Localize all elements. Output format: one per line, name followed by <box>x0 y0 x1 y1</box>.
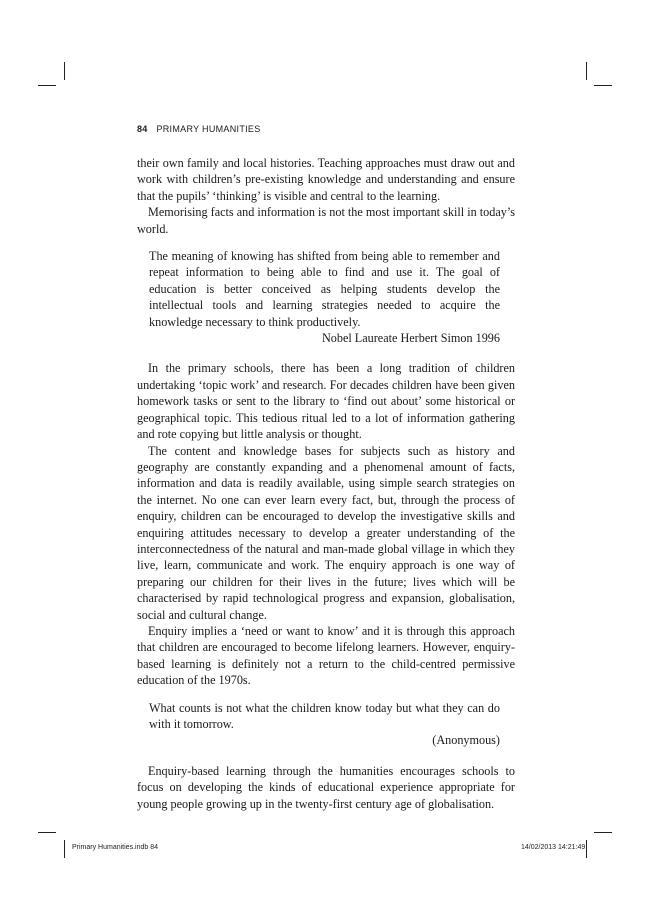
paragraph: Enquiry implies a ‘need or want to know’ and it is through this approach that children are encouraged to become lifelong learners. However, enquiry-based learning is definitely not a return to the child-centred permissive education of the 1970s. <box>137 623 515 688</box>
quote-attribution: Nobel Laureate Herbert Simon 1996 <box>321 331 500 346</box>
quote-text: What counts is not what the children know today but what they can do with it tomorrow. <box>149 700 500 731</box>
running-title: PRIMARY HUMANITIES <box>156 124 261 134</box>
crop-mark-bottom-right-horizontal <box>594 832 612 833</box>
paragraph: Memorising facts and information is not the most important skill in today’s world. <box>137 205 515 236</box>
crop-mark-top-left-horizontal <box>38 85 56 86</box>
crop-mark-top-right-vertical <box>586 62 587 80</box>
body-text <box>137 155 515 812</box>
page-number: 84 <box>137 124 148 134</box>
slug-datetime: 14/02/2013 14:21:49 <box>521 844 586 851</box>
crop-mark-top-right-horizontal <box>594 85 612 86</box>
running-head <box>137 124 261 134</box>
quote-attribution: (Anonymous) <box>432 733 500 748</box>
block-quote <box>149 248 500 346</box>
crop-mark-bottom-right-vertical <box>586 840 587 858</box>
crop-mark-bottom-left-vertical <box>64 840 65 858</box>
crop-mark-top-left-vertical <box>64 62 65 80</box>
paragraph: The content and knowledge bases for subjects such as history and geography are constantly expanding and a phenomenal amount of facts, information and data is readily available, using simple search strategies on the internet. No one can ever learn every fact, but, through the process of enquiry, children can be encouraged to develop the investigative skills and enquiring attitudes necessary to develop a greater understanding of the interconnectedness of the natural and man-made global village in which they live, learn, communicate and work. The enquiry approach is one way of preparing our children for their lives in the future; lives which will be characterised by rapid technological progress and expansion, globalisation, social and cultural change. <box>137 443 515 622</box>
paragraph: their own family and local histories. Teaching approaches must draw out and work with children’s pre-existing knowledge and understanding and ensure that the pupils’ ‘thinking’ is visible and central to the learning. <box>137 156 515 203</box>
paragraph: Enquiry-based learning through the humanities encourages schools to focus on developing the kinds of educational experience appropriate for young people growing up in the twenty-first century age of globalisation. <box>137 763 515 811</box>
quote-text: The meaning of knowing has shifted from being able to remember and repeat information to being able to find and use it. The goal of education is better conceived as helping students develop the intellectual tools and learning strategies needed to acquire the knowledge necessary to think productively. <box>149 249 500 329</box>
slug-file: Primary Humanities.indb 84 <box>72 844 158 851</box>
crop-mark-bottom-left-horizontal <box>38 832 56 833</box>
paragraph: In the primary schools, there has been a long tradition of children undertaking ‘topic work’ and research. For decades children have been given homework tasks or sent to the library to ‘find out about’ some historical or geographical topic. This tedious ritual led to a lot of information gathering and rote copying but little analysis or thought. <box>137 361 515 442</box>
block-quote <box>149 700 500 749</box>
